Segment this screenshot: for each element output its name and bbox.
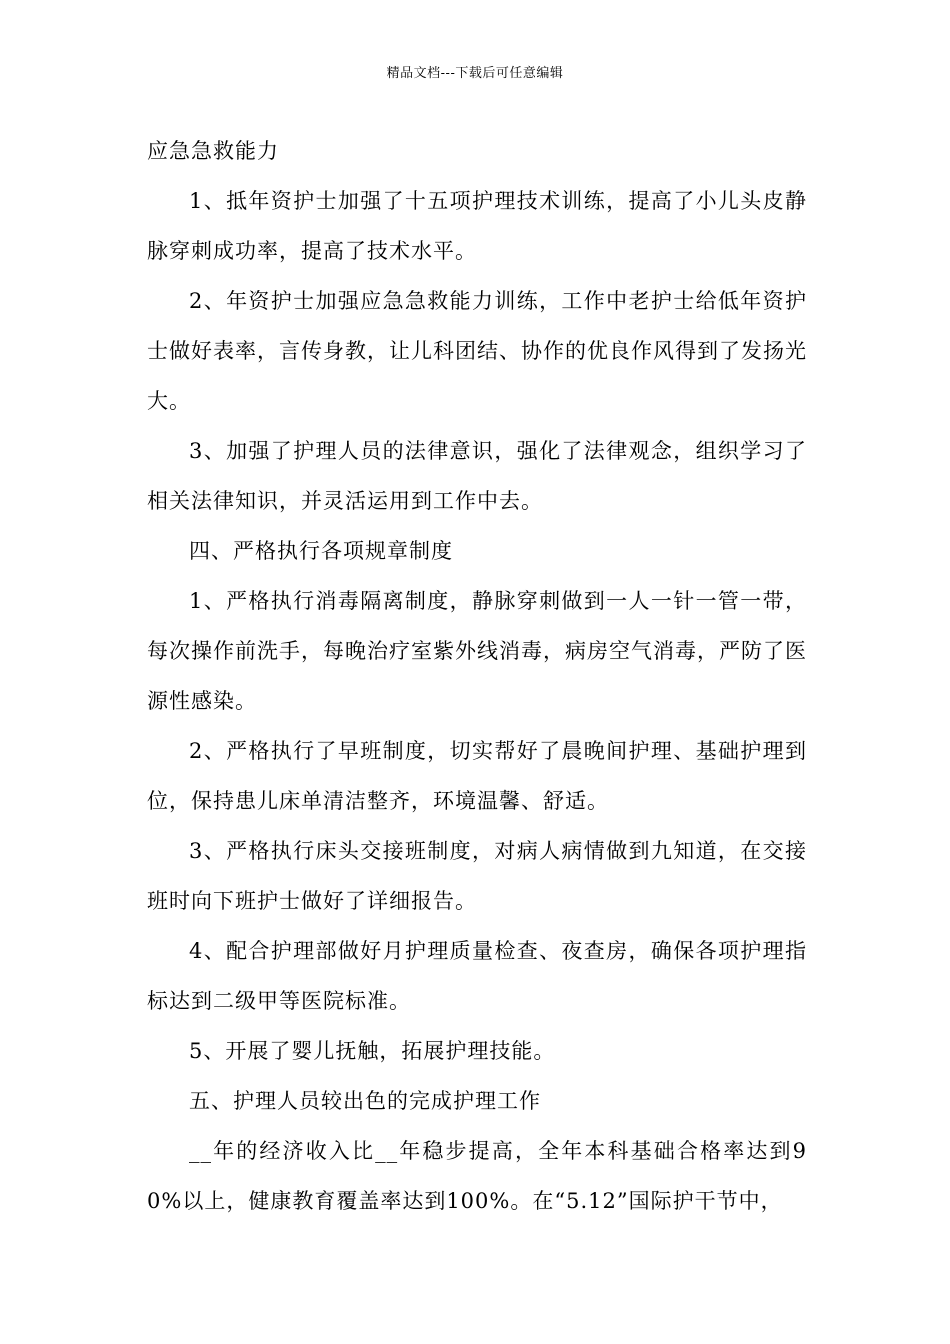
paragraph: 5、开展了婴儿抚触，拓展护理技能。 (189, 1039, 556, 1063)
paragraph: 1、严格执行消毒隔离制度，静脉穿刺做到一人一针一管一带，每次操作前洗手，每晚治疗室紫外线消毒，病房空气消毒，严防了医源性感染。 (147, 589, 807, 713)
paragraph: 1、抵年资护士加强了十五项护理技术训练，提高了小儿头皮静脉穿刺成功率，提高了技术水平。 (147, 189, 807, 263)
paragraph-section-heading: 应急急救能力 (147, 139, 279, 163)
paragraph: __年的经济收入比__年稳步提高，全年本科基础合格率达到90%以上，健康教育覆盖率达到100%。在“5.12”国际护干节中， (147, 1139, 807, 1213)
paragraph: 4、配合护理部做好月护理质量检查、夜查房，确保各项护理指标达到二级甲等医院标准。 (147, 939, 807, 1013)
paragraph: 2、年资护士加强应急急救能力训练，工作中老护士给低年资护士做好表率，言传身教，让儿科团结、协作的优良作风得到了发扬光大。 (147, 289, 807, 413)
page-header: 精品文档---下载后可任意编辑 (386, 66, 564, 81)
document-body (147, 126, 807, 1226)
section-heading: 五、护理人员较出色的完成护理工作 (189, 1089, 541, 1113)
paragraph: 3、加强了护理人员的法律意识，强化了法律观念，组织学习了相关法律知识，并灵活运用到工作中去。 (147, 439, 807, 513)
paragraph: 3、严格执行床头交接班制度，对病人病情做到九知道，在交接班时向下班护士做好了详细报告。 (147, 839, 807, 913)
section-heading: 四、严格执行各项规章制度 (189, 539, 453, 563)
paragraph: 2、严格执行了早班制度，切实帮好了晨晚间护理、基础护理到位，保持患儿床单清洁整齐，环境温馨、舒适。 (147, 739, 807, 813)
